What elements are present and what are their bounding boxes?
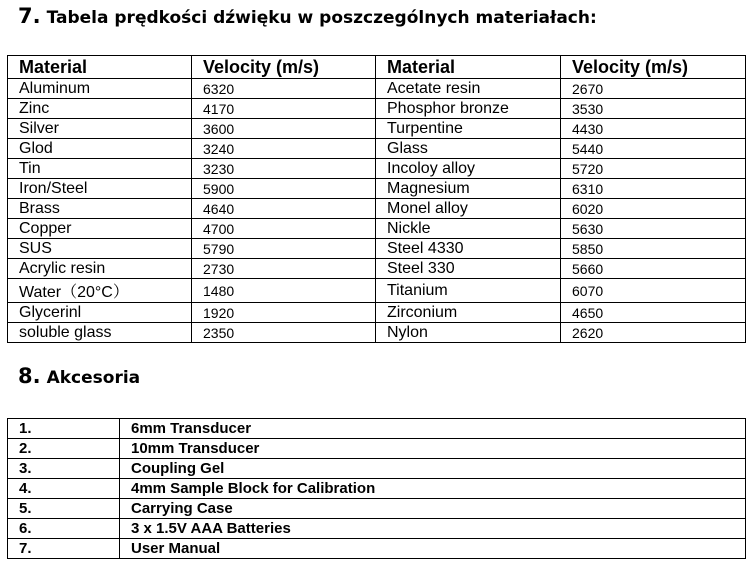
- material-left-cell: Glycerinl: [8, 303, 192, 323]
- material-right-cell: Glass: [376, 139, 561, 159]
- list-item: [8, 459, 746, 479]
- material-right-cell: Nylon: [376, 323, 561, 343]
- accessory-name-cell: 4mm Sample Block for Calibration: [120, 479, 746, 499]
- velocity-left-cell: 2350: [192, 323, 376, 343]
- section-7-title: Tabela prędkości dźwięku w poszczególnych materiałach:: [46, 8, 597, 28]
- accessory-number-cell: 3.: [8, 459, 120, 479]
- table-row: [8, 303, 746, 323]
- material-right-cell: Zirconium: [376, 303, 561, 323]
- header-material-right: Material: [376, 56, 561, 79]
- accessory-name-cell: 3 x 1.5V AAA Batteries: [120, 519, 746, 539]
- material-right-cell: Incoloy alloy: [376, 159, 561, 179]
- accessory-number-cell: 2.: [8, 439, 120, 459]
- velocity-left-cell: 4640: [192, 199, 376, 219]
- material-right-cell: Nickle: [376, 219, 561, 239]
- accessory-name-cell: User Manual: [120, 539, 746, 559]
- header-material-left: Material: [8, 56, 192, 79]
- velocity-right-cell: 6070: [561, 279, 746, 303]
- table-row: [8, 199, 746, 219]
- velocity-table-body: [8, 79, 746, 343]
- velocity-right-cell: 5440: [561, 139, 746, 159]
- velocity-right-cell: 6310: [561, 179, 746, 199]
- material-left-cell: Aluminum: [8, 79, 192, 99]
- velocity-left-cell: 4700: [192, 219, 376, 239]
- velocity-right-cell: 5660: [561, 259, 746, 279]
- table-row: [8, 219, 746, 239]
- material-right-cell: Turpentine: [376, 119, 561, 139]
- velocity-right-cell: 4650: [561, 303, 746, 323]
- material-right-cell: Phosphor bronze: [376, 99, 561, 119]
- table-row: [8, 279, 746, 303]
- velocity-right-cell: 4430: [561, 119, 746, 139]
- material-right-cell: Monel alloy: [376, 199, 561, 219]
- accessory-name-cell: Coupling Gel: [120, 459, 746, 479]
- material-left-cell: Iron/Steel: [8, 179, 192, 199]
- section-8-heading: [18, 364, 140, 388]
- list-item: [8, 539, 746, 559]
- velocity-left-cell: 3600: [192, 119, 376, 139]
- accessory-number-cell: 1.: [8, 419, 120, 439]
- velocity-left-cell: 3230: [192, 159, 376, 179]
- velocity-right-cell: 5720: [561, 159, 746, 179]
- velocity-right-cell: 6020: [561, 199, 746, 219]
- list-item: [8, 419, 746, 439]
- table-row: [8, 99, 746, 119]
- material-right-cell: Steel 4330: [376, 239, 561, 259]
- table-row: [8, 239, 746, 259]
- velocity-left-cell: 5790: [192, 239, 376, 259]
- material-left-cell: soluble glass: [8, 323, 192, 343]
- velocity-left-cell: 5900: [192, 179, 376, 199]
- section-7-heading: [18, 4, 597, 28]
- material-left-cell: Water（20°C）: [8, 279, 192, 303]
- list-item: [8, 499, 746, 519]
- accessory-number-cell: 6.: [8, 519, 120, 539]
- material-left-cell: Zinc: [8, 99, 192, 119]
- header-velocity-left: Velocity (m/s): [192, 56, 376, 79]
- material-right-cell: Acetate resin: [376, 79, 561, 99]
- material-left-cell: SUS: [8, 239, 192, 259]
- accessory-number-cell: 4.: [8, 479, 120, 499]
- section-8-title: Akcesoria: [46, 368, 141, 388]
- accessory-name-cell: Carrying Case: [120, 499, 746, 519]
- table-row: [8, 79, 746, 99]
- sound-velocity-table: [7, 55, 746, 343]
- material-right-cell: Steel 330: [376, 259, 561, 279]
- velocity-left-cell: 2730: [192, 259, 376, 279]
- accessory-name-cell: 6mm Transducer: [120, 419, 746, 439]
- table-row: [8, 139, 746, 159]
- header-velocity-right: Velocity (m/s): [561, 56, 746, 79]
- table-row: [8, 259, 746, 279]
- velocity-right-cell: 3530: [561, 99, 746, 119]
- table-row: [8, 159, 746, 179]
- material-right-cell: Titanium: [376, 279, 561, 303]
- accessories-table-body: [8, 419, 746, 559]
- velocity-left-cell: 4170: [192, 99, 376, 119]
- table-row: [8, 323, 746, 343]
- material-right-cell: Magnesium: [376, 179, 561, 199]
- material-left-cell: Brass: [8, 199, 192, 219]
- list-item: [8, 519, 746, 539]
- accessory-number-cell: 7.: [8, 539, 120, 559]
- velocity-right-cell: 5630: [561, 219, 746, 239]
- accessory-name-cell: 10mm Transducer: [120, 439, 746, 459]
- table-row: [8, 179, 746, 199]
- accessory-number-cell: 5.: [8, 499, 120, 519]
- section-7-number: 7.: [18, 4, 41, 28]
- accessories-table: [7, 418, 746, 559]
- velocity-right-cell: 2620: [561, 323, 746, 343]
- material-left-cell: Silver: [8, 119, 192, 139]
- material-left-cell: Glod: [8, 139, 192, 159]
- material-left-cell: Acrylic resin: [8, 259, 192, 279]
- section-8-number: 8.: [18, 364, 41, 388]
- velocity-table-header-row: [8, 56, 746, 79]
- table-row: [8, 119, 746, 139]
- velocity-left-cell: 1480: [192, 279, 376, 303]
- velocity-left-cell: 1920: [192, 303, 376, 323]
- velocity-right-cell: 2670: [561, 79, 746, 99]
- list-item: [8, 439, 746, 459]
- list-item: [8, 479, 746, 499]
- velocity-right-cell: 5850: [561, 239, 746, 259]
- velocity-left-cell: 3240: [192, 139, 376, 159]
- velocity-left-cell: 6320: [192, 79, 376, 99]
- material-left-cell: Tin: [8, 159, 192, 179]
- material-left-cell: Copper: [8, 219, 192, 239]
